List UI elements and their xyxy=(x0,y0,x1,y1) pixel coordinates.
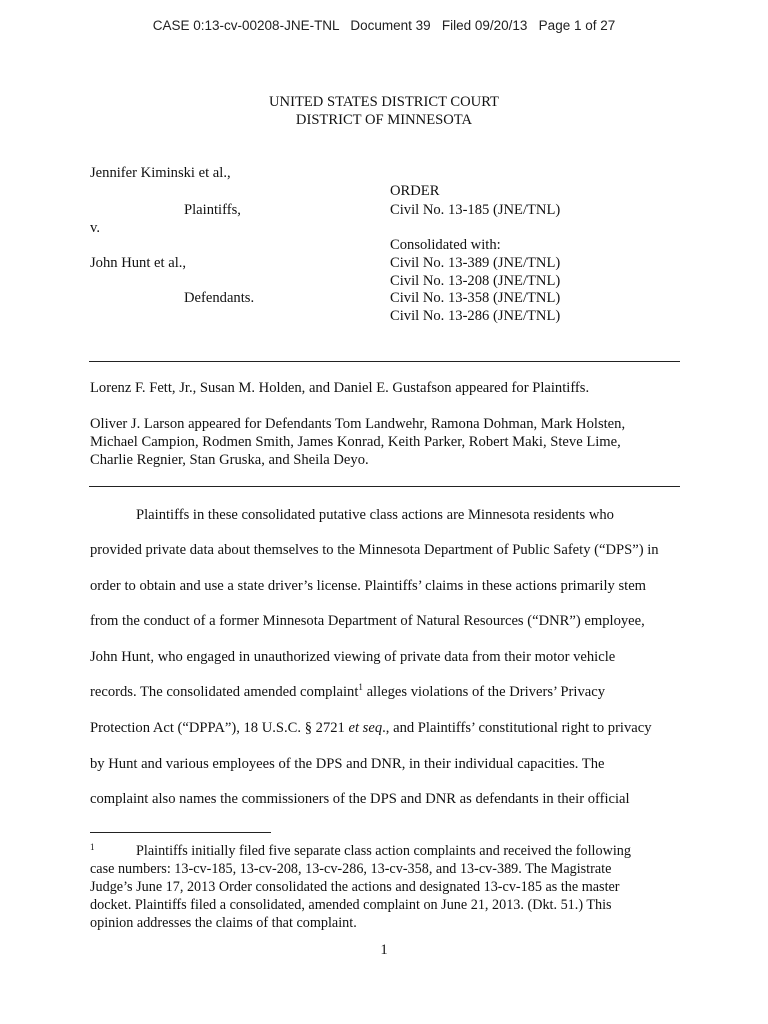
plaintiff-name: Jennifer Kiminski et al., xyxy=(90,165,231,181)
footnote-rule xyxy=(90,832,271,833)
body-line: order to obtain and use a state driver’s license. Plaintiffs’ claims in these actions primarily stem xyxy=(90,578,647,594)
body-line: records. The consolidated amended complaint$^1$ alleges violations of the Drivers’ Privacy xyxy=(90,682,606,700)
defendants-appearance-line: Michael Campion, Rodmen Smith, James Konrad, Keith Parker, Robert Maki, Steve Lime, xyxy=(90,434,621,450)
footnote-line: Judge’s June 17, 2013 Order consolidated the actions and designated 13-cv-185 as the master xyxy=(90,879,620,895)
footnote-line: case numbers: 13-cv-185, 13-cv-208, 13-cv-286, 13-cv-358, and 13-cv-389. The Magistrate xyxy=(90,861,612,877)
footnote-line: Plaintiffs initially filed five separate class action complaints and received the following xyxy=(136,843,631,859)
footnote-line: opinion addresses the claims of that complaint. xyxy=(90,915,357,931)
court-district: DISTRICT OF MINNESOTA xyxy=(295,112,473,128)
footnote-reference[interactable]: 1 xyxy=(358,682,363,692)
consolidated-label: Consolidated with: xyxy=(390,237,501,253)
body-line: provided private data about themselves to the Minnesota Department of Public Safety (“DPS”) in xyxy=(90,542,659,558)
body-line: complaint also names the commissioners of the DPS and DNR as defendants in their official xyxy=(90,791,630,807)
consolidated-case: Civil No. 13-208 (JNE/TNL) xyxy=(390,273,561,289)
versus: v. xyxy=(90,220,100,236)
defendants-appearance-line: Oliver J. Larson appeared for Defendants Tom Landwehr, Ramona Dohman, Mark Holsten, xyxy=(90,416,626,432)
court-name: UNITED STATES DISTRICT COURT xyxy=(269,94,499,110)
defendant-name: John Hunt et al., xyxy=(90,255,187,271)
body-line: Protection Act (“DPPA”), 18 U.S.C. § 2721 et seq., and Plaintiffs’ constitutional right to privacy xyxy=(90,720,652,736)
body-line: by Hunt and various employees of the DPS and DNR, in their individual capacities. The xyxy=(90,756,605,772)
footnote-line: docket. Plaintiffs filed a consolidated, amended complaint on June 21, 2013. (Dkt. 51.) This xyxy=(90,897,612,913)
defendant-role: Defendants. xyxy=(184,290,255,306)
divider-top xyxy=(89,361,680,362)
page-number: 1 xyxy=(380,942,388,958)
consolidated-case: Civil No. 13-286 (JNE/TNL) xyxy=(390,308,561,324)
body-line: from the conduct of a former Minnesota Department of Natural Resources (“DNR”) employee, xyxy=(90,613,645,629)
order-label: ORDER xyxy=(390,183,440,199)
consolidated-case: Civil No. 13-389 (JNE/TNL) xyxy=(390,255,561,271)
body-line: Plaintiffs in these consolidated putative class actions are Minnesota residents who xyxy=(136,507,614,523)
plaintiffs-appearance: Lorenz F. Fett, Jr., Susan M. Holden, and Daniel E. Gustafson appeared for Plaintiffs. xyxy=(90,380,590,396)
body-line: John Hunt, who engaged in unauthorized viewing of private data from their motor vehicle xyxy=(90,649,616,665)
consolidated-case: Civil No. 13-358 (JNE/TNL) xyxy=(390,290,561,306)
footnote-marker: 1 xyxy=(90,842,95,852)
defendants-appearance-line: Charlie Regnier, Stan Gruska, and Sheila Deyo. xyxy=(90,452,369,468)
civil-number: Civil No. 13-185 (JNE/TNL) xyxy=(390,202,561,218)
plaintiff-role: Plaintiffs, xyxy=(184,202,241,218)
divider-bottom xyxy=(89,486,680,487)
case-header: CASE 0:13-cv-00208-JNE-TNL Document 39 Filed 09/20/13 Page 1 of 27 xyxy=(152,18,616,33)
